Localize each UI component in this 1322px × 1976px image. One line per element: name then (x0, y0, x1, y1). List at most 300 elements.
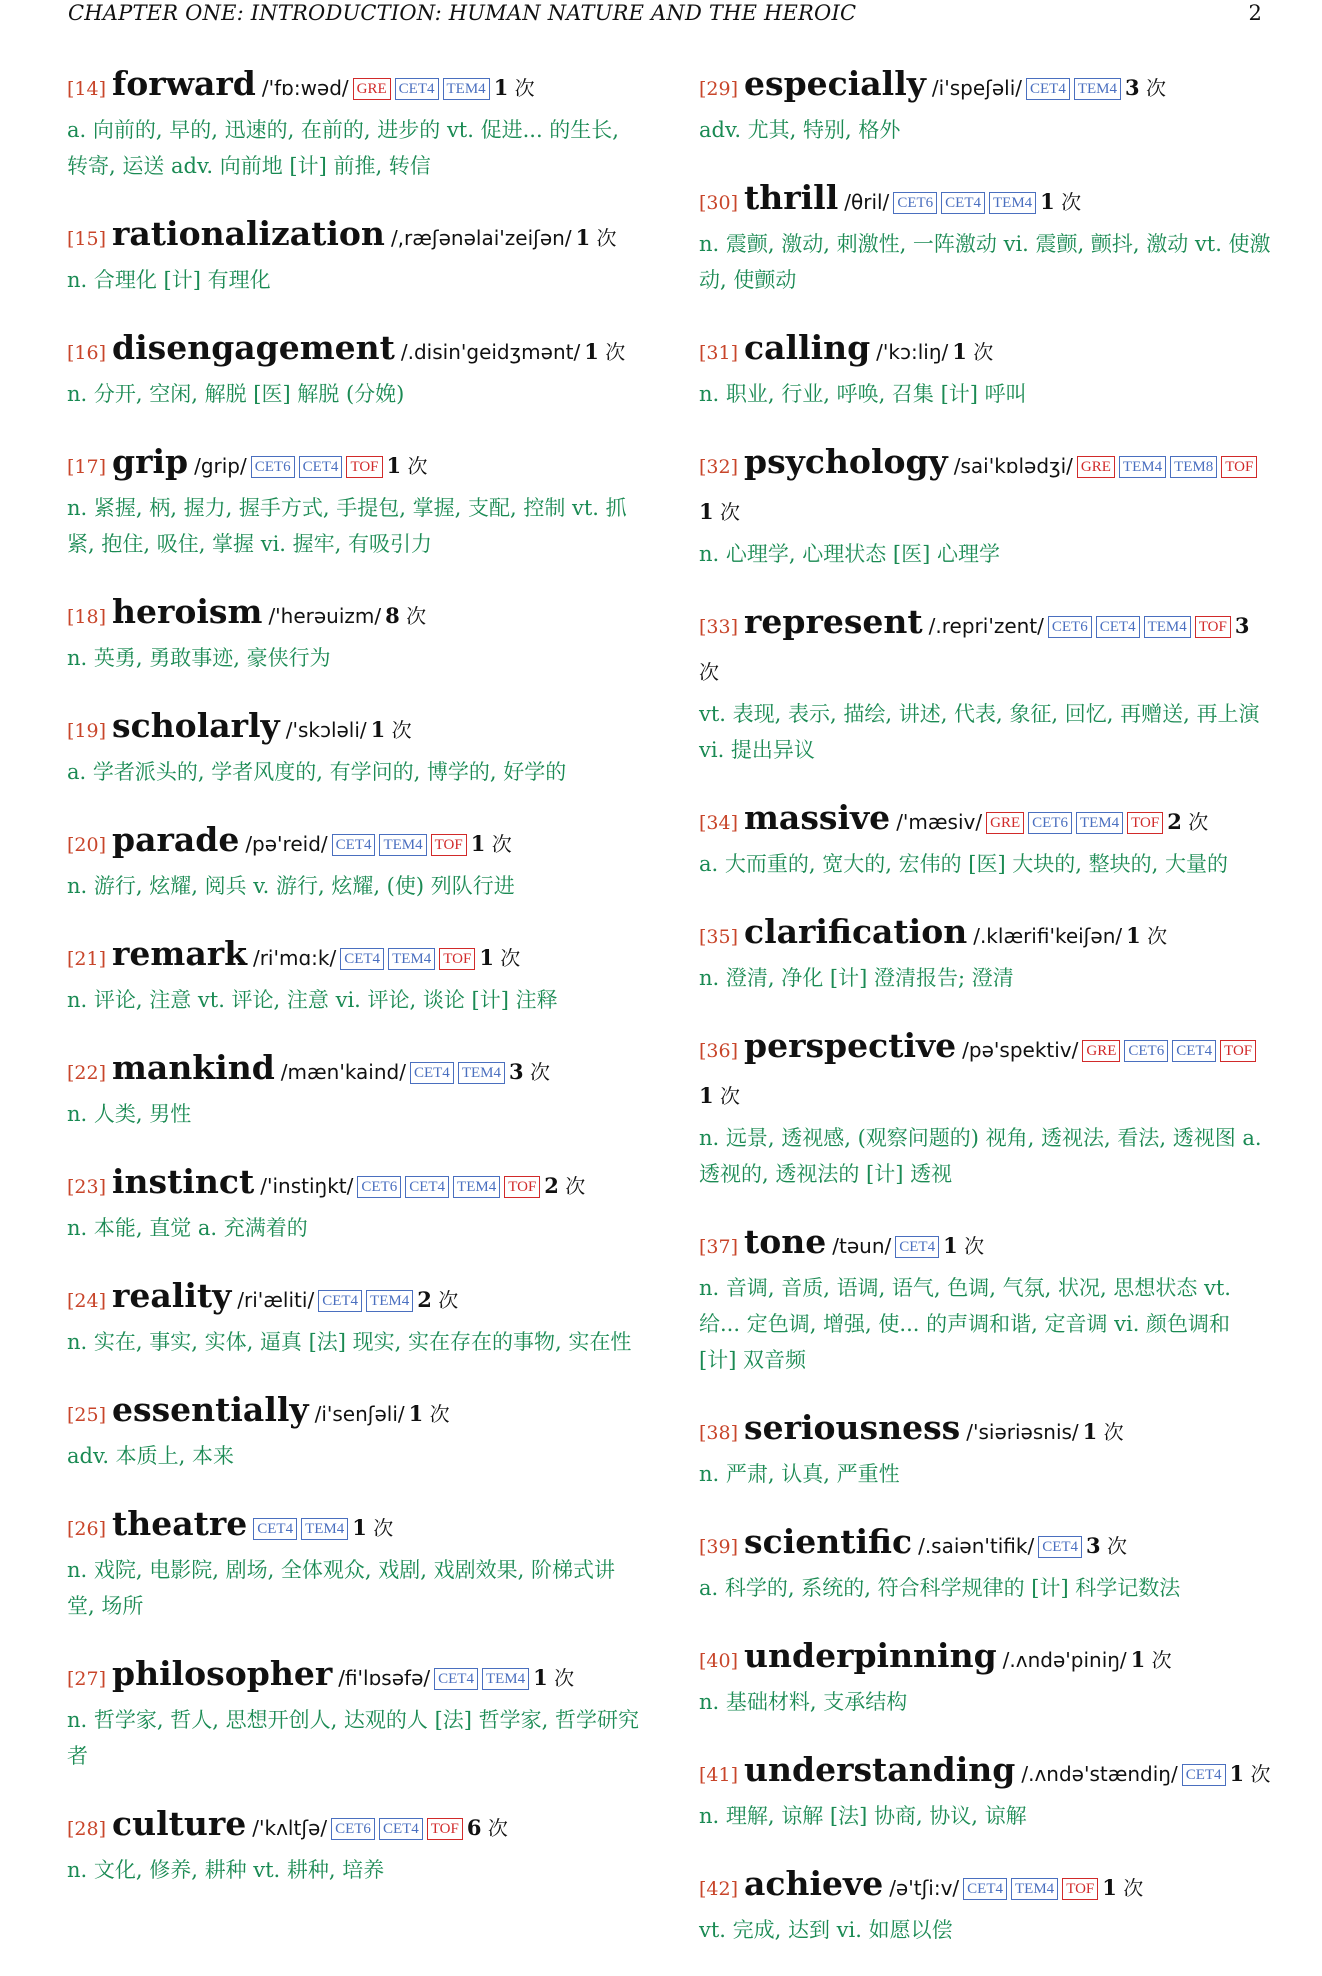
entry-number: [31] (699, 342, 739, 364)
pronunciation: /θril/ (844, 190, 890, 214)
vocab-entry (67, 590, 639, 676)
definition: n. 震颤, 激动, 刺激性, 一阵激动 vi. 震颤, 颤抖, 激动 vt. 使激动, 使颤动 (699, 232, 1271, 292)
entry-headline (67, 212, 639, 262)
exam-tag: TEM4 (989, 192, 1036, 214)
occurrence-count (467, 1816, 508, 1840)
entry-number: [15] (67, 228, 107, 250)
headword: seriousness (744, 1408, 961, 1447)
headword: culture (112, 1804, 247, 1843)
headword: theatre (112, 1504, 248, 1543)
occurrence-count (952, 340, 993, 364)
entry-headline (67, 1388, 639, 1438)
count-unit: 次 (491, 832, 512, 856)
exam-tag: CET4 (941, 192, 985, 214)
exam-tag: TOF (427, 1818, 463, 1840)
entry-number: [23] (67, 1176, 107, 1198)
vocab-entry (67, 704, 639, 790)
count-unit: 次 (429, 1402, 450, 1426)
vocab-entry (67, 212, 639, 298)
occurrence-count (533, 1666, 574, 1690)
entry-number: [25] (67, 1404, 107, 1426)
occurrence-count (417, 1288, 458, 1312)
vocab-entry (67, 1388, 639, 1474)
entry-number: [26] (67, 1518, 107, 1540)
occurrence-count (409, 1402, 450, 1426)
definition: n. 基础材料, 支承结构 (699, 1690, 908, 1714)
definition: n. 实在, 事实, 实体, 逼真 [法] 现实, 实在存在的事物, 实在性 (67, 1330, 632, 1354)
exam-tag: CET4 (895, 1236, 939, 1258)
vocab-entry (67, 1802, 639, 1888)
exam-tag: TEM4 (1074, 78, 1121, 100)
count-value: 8 (385, 603, 400, 628)
pronunciation: /ri'mɑ:k/ (252, 946, 337, 970)
occurrence-count (385, 604, 426, 628)
exam-tag: CET4 (299, 456, 343, 478)
exam-tag: GRE (353, 78, 391, 100)
occurrence-count (479, 946, 520, 970)
count-unit: 次 (1146, 76, 1167, 100)
occurrence-count (1131, 1648, 1172, 1672)
pronunciation: /mæn'kaind/ (280, 1060, 406, 1084)
pronunciation: /fi'lɒsəfə/ (338, 1666, 431, 1690)
entry-headline (699, 600, 1271, 696)
entry-number: [32] (699, 456, 739, 478)
exam-tag: TEM4 (1076, 812, 1123, 834)
count-value: 1 (470, 831, 486, 856)
exam-tag: TEM4 (388, 948, 435, 970)
exam-tag: CET4 (395, 78, 439, 100)
exam-tag: TOF (1062, 1878, 1098, 1900)
vocab-entry (699, 1520, 1271, 1606)
exam-tag: CET6 (1028, 812, 1072, 834)
exam-tag: TOF (1195, 616, 1231, 638)
entry-headline (67, 932, 639, 982)
exam-tag: TOF (439, 948, 475, 970)
count-value: 1 (352, 1515, 367, 1540)
definition: a. 科学的, 系统的, 符合科学规律的 [计] 科学记数法 (699, 1576, 1181, 1600)
definition: a. 大而重的, 宽大的, 宏伟的 [医] 大块的, 整块的, 大量的 (699, 852, 1229, 876)
entry-number: [41] (699, 1764, 739, 1786)
count-unit: 次 (514, 76, 535, 100)
pronunciation: /'kʌltʃə/ (252, 1816, 328, 1840)
entry-number: [18] (67, 606, 107, 628)
vocab-entry (699, 796, 1271, 882)
count-value: 1 (386, 453, 402, 478)
exam-tag: CET4 (963, 1878, 1007, 1900)
occurrence-count (1102, 1876, 1143, 1900)
exam-tag: TEM4 (379, 834, 426, 856)
count-unit: 次 (605, 340, 626, 364)
exam-tag: TOF (346, 456, 382, 478)
vocab-entry (67, 1274, 639, 1360)
entry-headline (67, 590, 639, 640)
entry-number: [37] (699, 1236, 739, 1258)
count-value: 1 (575, 225, 591, 250)
entry-headline (699, 1220, 1271, 1270)
count-value: 3 (508, 1059, 524, 1084)
definition: n. 本能, 直觉 a. 充满着的 (67, 1216, 308, 1240)
pronunciation: /'instiŋkt/ (260, 1174, 354, 1198)
count-unit: 次 (487, 1816, 508, 1840)
pronunciation: /'siəriəsnis/ (966, 1420, 1079, 1444)
entry-headline (67, 1274, 639, 1324)
chapter-title: CHAPTER ONE: INTRODUCTION: HUMAN NATURE AND THE HEROIC (68, 1, 857, 25)
pronunciation: /ri'æliti/ (237, 1288, 315, 1312)
count-value: 1 (1126, 923, 1141, 948)
entry-headline (67, 440, 639, 490)
pronunciation: /grip/ (194, 454, 247, 478)
pronunciation: /,ræʃənəlai'zeiʃən/ (390, 226, 572, 250)
entry-number: [40] (699, 1650, 739, 1672)
entry-headline (699, 910, 1271, 960)
occurrence-count (387, 454, 428, 478)
occurrence-count (1230, 1762, 1271, 1786)
entry-number: [19] (67, 720, 107, 742)
vocab-entry (67, 818, 639, 904)
headword: heroism (112, 592, 263, 631)
headword: reality (112, 1276, 232, 1315)
pronunciation: /.ʌndə'stændiŋ/ (1021, 1762, 1178, 1786)
occurrence-count (471, 832, 512, 856)
page-header (68, 0, 1262, 28)
headword: forward (112, 64, 256, 103)
headword: tone (744, 1222, 827, 1261)
pronunciation: /'skɔləli/ (285, 718, 367, 742)
vocab-entry (67, 1652, 639, 1774)
count-value: 1 (1040, 189, 1055, 214)
entry-headline (699, 326, 1271, 376)
left-column (67, 62, 639, 1916)
headword: clarification (744, 912, 968, 951)
occurrence-count (352, 1516, 393, 1540)
occurrence-count (1040, 190, 1081, 214)
vocab-entry (699, 62, 1271, 148)
exam-tag: TOF (431, 834, 467, 856)
count-unit: 次 (719, 500, 740, 524)
entry-headline (699, 796, 1271, 846)
headword: essentially (112, 1390, 309, 1429)
entry-number: [27] (67, 1668, 107, 1690)
headword: instinct (112, 1162, 255, 1201)
occurrence-count (1125, 76, 1166, 100)
exam-tag: TOF (1127, 812, 1163, 834)
count-unit: 次 (973, 340, 994, 364)
exam-tag: TEM4 (443, 78, 490, 100)
count-unit: 次 (719, 1084, 740, 1108)
count-unit: 次 (391, 718, 412, 742)
count-unit: 次 (1123, 1876, 1144, 1900)
entry-number: [34] (699, 812, 739, 834)
count-value: 1 (479, 945, 494, 970)
page-number: 2 (1248, 1, 1262, 25)
entry-number: [14] (67, 78, 107, 100)
pronunciation: /pə'reid/ (245, 832, 328, 856)
headword: especially (744, 64, 926, 103)
entry-headline (699, 176, 1271, 226)
pronunciation: /.ʌndə'piniŋ/ (1002, 1648, 1127, 1672)
entry-headline (699, 62, 1271, 112)
headword: scholarly (112, 706, 280, 745)
occurrence-count (544, 1174, 585, 1198)
entry-number: [20] (67, 834, 107, 856)
count-value: 1 (1102, 1875, 1117, 1900)
headword: represent (744, 602, 923, 641)
exam-tag: GRE (1077, 456, 1115, 478)
count-unit: 次 (1147, 924, 1168, 948)
vocab-entry (67, 1502, 639, 1624)
entry-headline (67, 704, 639, 754)
entry-headline (67, 1046, 639, 1096)
occurrence-count (576, 226, 617, 250)
definition: n. 严肃, 认真, 严重性 (699, 1462, 900, 1486)
vocab-entry (699, 326, 1271, 412)
count-value: 6 (466, 1815, 482, 1840)
vocab-entry (699, 1634, 1271, 1720)
headword: massive (744, 798, 891, 837)
exam-tag: TEM4 (458, 1062, 505, 1084)
entry-number: [39] (699, 1536, 739, 1558)
count-unit: 次 (500, 946, 521, 970)
entry-headline (699, 1024, 1271, 1120)
definition: n. 理解, 谅解 [法] 协商, 协议, 谅解 (699, 1804, 1027, 1828)
definition: n. 哲学家, 哲人, 思想开创人, 达观的人 [法] 哲学家, 哲学研究者 (67, 1708, 640, 1768)
occurrence-count (699, 1084, 740, 1108)
headword: scientific (744, 1522, 913, 1561)
count-unit: 次 (964, 1234, 985, 1258)
entry-number: [17] (67, 456, 107, 478)
definition: vt. 完成, 达到 vi. 如愿以偿 (699, 1918, 953, 1942)
vocab-entry (67, 1046, 639, 1132)
exam-tag: TOF (1221, 456, 1257, 478)
pronunciation: /'mæsiv/ (896, 810, 983, 834)
entry-headline (67, 1160, 639, 1210)
count-value: 3 (1234, 613, 1250, 638)
definition: n. 人类, 男性 (67, 1102, 192, 1126)
entry-headline (67, 62, 639, 112)
exam-tag: CET6 (251, 456, 295, 478)
definition: n. 游行, 炫耀, 阅兵 v. 游行, 炫耀, (使) 列队行进 (67, 874, 515, 898)
exam-tag: CET4 (332, 834, 376, 856)
occurrence-count (1126, 924, 1167, 948)
definition: n. 紧握, 柄, 握力, 握手方式, 手提包, 掌握, 支配, 控制 vt. 抓紧, 抱住, 吸住, 掌握 vi. 握牢, 有吸引力 (67, 496, 627, 556)
entry-number: [35] (699, 926, 739, 948)
count-value: 1 (943, 1233, 958, 1258)
count-unit: 次 (529, 1060, 550, 1084)
count-value: 1 (584, 339, 599, 364)
occurrence-count (699, 500, 740, 524)
entry-number: [22] (67, 1062, 107, 1084)
occurrence-count (509, 1060, 550, 1084)
exam-tag: TOF (504, 1176, 540, 1198)
vocab-entry (699, 1862, 1271, 1948)
entry-number: [36] (699, 1040, 739, 1062)
pronunciation: /.repri'zent/ (928, 614, 1044, 638)
vocab-entry (699, 910, 1271, 996)
pronunciation: /'kɔ:liŋ/ (876, 340, 949, 364)
count-value: 2 (417, 1287, 432, 1312)
entry-number: [24] (67, 1290, 107, 1312)
headword: perspective (744, 1026, 957, 1065)
vocab-entry (699, 1024, 1271, 1192)
count-unit: 次 (1103, 1420, 1124, 1444)
definition: n. 职业, 行业, 呼唤, 召集 [计] 呼叫 (699, 382, 1027, 406)
pronunciation: /sai'kɒlədʒi/ (953, 454, 1073, 478)
entry-headline (67, 326, 639, 376)
definition: a. 向前的, 早的, 迅速的, 在前的, 进步的 vt. 促进... 的生长, 转寄, 运送 adv. 向前地 [计] 前推, 转信 (67, 118, 619, 178)
headword: mankind (112, 1048, 275, 1087)
entry-headline (67, 1802, 639, 1852)
headword: calling (744, 328, 871, 367)
exam-tag: GRE (986, 812, 1024, 834)
definition: n. 评论, 注意 vt. 评论, 注意 vi. 评论, 谈论 [计] 注释 (67, 988, 558, 1012)
exam-tag: TOF (1220, 1040, 1256, 1062)
exam-tag: GRE (1082, 1040, 1120, 1062)
occurrence-count (371, 718, 412, 742)
exam-tag: TEM8 (1170, 456, 1217, 478)
exam-tag: CET4 (1096, 616, 1140, 638)
headword: psychology (744, 442, 948, 481)
count-value: 1 (1082, 1419, 1098, 1444)
headword: understanding (744, 1750, 1016, 1789)
headword: philosopher (112, 1654, 333, 1693)
pronunciation: /i'speʃəli/ (931, 76, 1023, 100)
occurrence-count (1083, 1420, 1124, 1444)
pronunciation: /pə'spektiv/ (962, 1038, 1079, 1062)
entry-headline (699, 1634, 1271, 1684)
exam-tag: CET4 (434, 1668, 478, 1690)
exam-tag: CET4 (253, 1518, 297, 1540)
entry-number: [33] (699, 616, 739, 638)
count-value: 2 (1167, 809, 1182, 834)
pronunciation: /.disin'geidʒmənt/ (400, 340, 581, 364)
count-value: 1 (952, 339, 967, 364)
exam-tag: TEM4 (366, 1290, 413, 1312)
count-value: 2 (544, 1173, 559, 1198)
entry-number: [42] (699, 1878, 739, 1900)
definition: adv. 本质上, 本来 (67, 1444, 235, 1468)
vocab-entry (67, 440, 639, 562)
count-unit: 次 (1151, 1648, 1172, 1672)
exam-tag: CET4 (318, 1290, 362, 1312)
count-unit: 次 (1250, 1762, 1271, 1786)
definition: n. 合理化 [计] 有理化 (67, 268, 271, 292)
exam-tag: CET6 (893, 192, 937, 214)
exam-tag: CET6 (1124, 1040, 1168, 1062)
pronunciation: /ə'tʃi:v/ (889, 1876, 960, 1900)
definition: n. 分开, 空闲, 解脱 [医] 解脱 (分娩) (67, 382, 405, 406)
exam-tag: TEM4 (453, 1176, 500, 1198)
occurrence-count (943, 1234, 984, 1258)
exam-tag: CET6 (1048, 616, 1092, 638)
pronunciation: /i'senʃəli/ (314, 1402, 405, 1426)
exam-tag: CET4 (405, 1176, 449, 1198)
vocab-entry (699, 1220, 1271, 1378)
count-unit: 次 (406, 604, 427, 628)
entry-headline (699, 1406, 1271, 1456)
entry-headline (67, 1652, 639, 1702)
headword: remark (112, 934, 247, 973)
occurrence-count (1086, 1534, 1127, 1558)
occurrence-count (494, 76, 535, 100)
pronunciation: /'herəuizm/ (268, 604, 382, 628)
count-unit: 次 (407, 454, 428, 478)
pronunciation: /.klærifi'keiʃən/ (973, 924, 1123, 948)
count-unit: 次 (1188, 810, 1209, 834)
count-value: 3 (1086, 1533, 1101, 1558)
exam-tag: CET4 (1026, 78, 1070, 100)
entry-number: [38] (699, 1422, 739, 1444)
headword: disengagement (112, 328, 395, 367)
headword: thrill (744, 178, 839, 217)
definition: n. 远景, 透视感, (观察问题的) 视角, 透视法, 看法, 透视图 a. 透视的, 透视法的 [计] 透视 (699, 1126, 1262, 1186)
count-unit: 次 (554, 1666, 575, 1690)
count-value: 1 (1229, 1761, 1245, 1786)
entry-headline (699, 440, 1271, 536)
pronunciation: /təun/ (832, 1234, 892, 1258)
exam-tag: TEM4 (482, 1668, 529, 1690)
definition: n. 音调, 音质, 语调, 语气, 色调, 气氛, 状况, 思想状态 vt. 给... 定色调, 增强, 使... 的声调和谐, 定音调 vi. 颜色调和 [计] 双音频 (699, 1276, 1231, 1372)
count-value: 1 (533, 1665, 548, 1690)
count-unit: 次 (1061, 190, 1082, 214)
count-unit: 次 (699, 660, 719, 684)
entry-number: [21] (67, 948, 107, 970)
entry-headline (699, 1520, 1271, 1570)
exam-tag: CET4 (1182, 1764, 1226, 1786)
vocab-entry (699, 1406, 1271, 1492)
count-unit: 次 (1107, 1534, 1128, 1558)
exam-tag: CET4 (410, 1062, 454, 1084)
occurrence-count (584, 340, 625, 364)
exam-tag: CET4 (1172, 1040, 1216, 1062)
count-value: 1 (699, 499, 714, 524)
headword: rationalization (112, 214, 385, 253)
occurrence-count (1167, 810, 1208, 834)
exam-tag: CET4 (379, 1818, 423, 1840)
definition: n. 英勇, 勇敢事迹, 豪侠行为 (67, 646, 331, 670)
count-unit: 次 (565, 1174, 586, 1198)
exam-tag: CET6 (331, 1818, 375, 1840)
headword: achieve (744, 1864, 884, 1903)
vocab-entry (699, 176, 1271, 298)
vocab-entry (67, 932, 639, 1018)
exam-tag: TEM4 (301, 1518, 348, 1540)
definition: vt. 表现, 表示, 描绘, 讲述, 代表, 象征, 回忆, 再赠送, 再上演 vi. 提出异议 (699, 702, 1260, 762)
definition: a. 学者派头的, 学者风度的, 有学问的, 博学的, 好学的 (67, 760, 567, 784)
count-value: 1 (408, 1401, 424, 1426)
exam-tag: TEM4 (1011, 1878, 1058, 1900)
vocab-entry (699, 1748, 1271, 1834)
exam-tag: TEM4 (1119, 456, 1166, 478)
count-unit: 次 (373, 1516, 394, 1540)
entry-number: [28] (67, 1818, 107, 1840)
exam-tag: CET6 (357, 1176, 401, 1198)
count-value: 1 (493, 75, 509, 100)
headword: grip (112, 442, 189, 481)
count-value: 1 (1130, 1647, 1146, 1672)
right-column (699, 62, 1271, 1976)
pronunciation: /.saiən'tifik/ (918, 1534, 1035, 1558)
count-value: 1 (699, 1083, 714, 1108)
headword: parade (112, 820, 240, 859)
count-unit: 次 (438, 1288, 459, 1312)
entry-headline (699, 1748, 1271, 1798)
pronunciation: /'fɒ:wəd/ (261, 76, 349, 100)
vocab-entry (67, 1160, 639, 1246)
vocab-entry (699, 600, 1271, 768)
exam-tag: TEM4 (1144, 616, 1191, 638)
entry-headline (67, 818, 639, 868)
vocab-entry (67, 326, 639, 412)
